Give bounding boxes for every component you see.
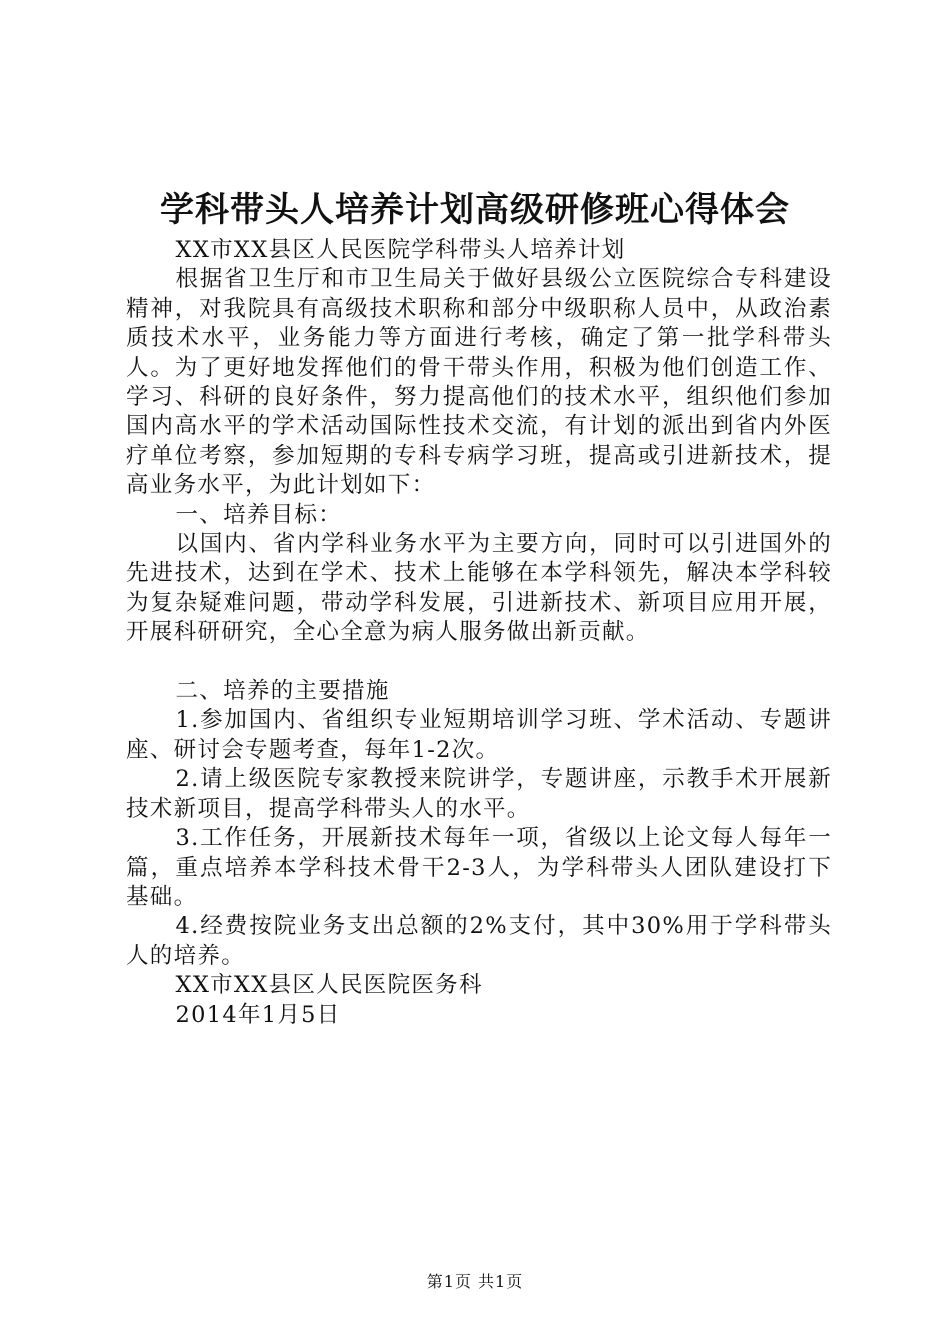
- page-footer: 第1页 共1页: [426, 1272, 524, 1291]
- section-heading-goals: 一、培养目标：: [175, 501, 343, 528]
- document-body: [126, 236, 832, 1030]
- measure-item-1: 1.参加国内、省组织专业短期培训学习班、学术活动、专题讲座、研讨会专题考查，每年1-2次。: [126, 707, 832, 763]
- signature-department: XX市XX县区人民医院医务科: [175, 972, 483, 999]
- section-heading-measures: 二、培养的主要措施: [175, 678, 390, 705]
- document-title: 学科带头人培养计划高级研修班心得体会: [160, 190, 790, 230]
- measure-item-4: 4.经费按院业务支出总额的2%支付，其中30%用于学科带头人的培养。: [126, 913, 832, 969]
- blank-line: [126, 648, 832, 677]
- measure-item-3: 3.工作任务，开展新技术每年一项，省级以上论文每人每年一篇，重点培养本学科技术骨干2-3人，为学科带头人团队建设打下基础。: [126, 825, 832, 910]
- goals-paragraph: 以国内、省内学科业务水平为主要方向，同时可以引进国外的先进技术，达到在学术、技术上能够在本学科领先，解决本学科较为复杂疑难问题，带动学科发展，引进新技术、新项目应用开展，开展科研研究，全心全意为病人服务做出新贡献。: [126, 531, 832, 646]
- signature-date: 2014年1月5日: [175, 1001, 341, 1028]
- measure-item-2: 2.请上级医院专家教授来院讲学，专题讲座，示教手术开展新技术新项目，提高学科带头人的水平。: [126, 766, 832, 822]
- plan-heading: XX市XX县区人民医院学科带头人培养计划: [175, 237, 626, 263]
- intro-paragraph: 根据省卫生厅和市卫生局关于做好县级公立医院综合专科建设精神，对我院具有高级技术职称和部分中级职称人员中，从政治素质技术水平，业务能力等方面进行考核，确定了第一批学科带头人。为了更好地发挥他们的骨干带头作用，积极为他们创造工作、学习、科研的良好条件，努力提高他们的技术水平，组织他们参加国内高水平的学术活动国际性技术交流，有计划的派出到省内外医疗单位考察，参加短期的专科专病学习班，提高或引进新技术，提高业务水平，为此计划如下：: [126, 266, 832, 499]
